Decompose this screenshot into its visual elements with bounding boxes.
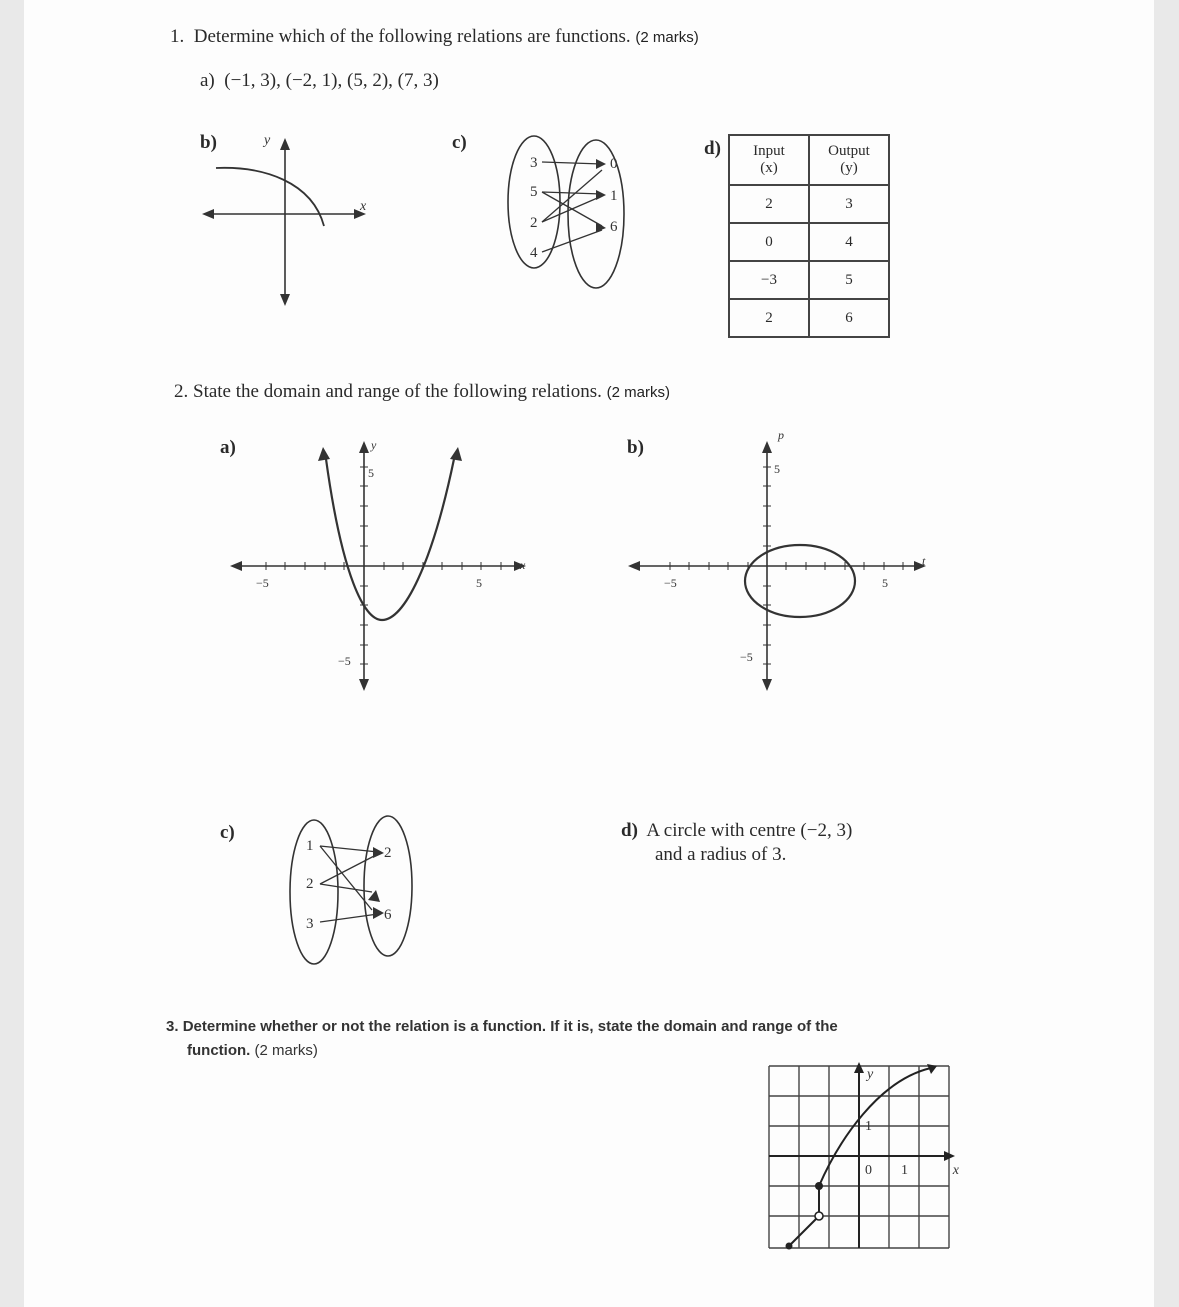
q3-tick-1-x: 1 bbox=[901, 1163, 908, 1178]
q2-heading bbox=[174, 381, 670, 403]
table-row: 2 3 bbox=[729, 185, 889, 223]
q1b-y-label: y bbox=[264, 133, 271, 148]
q2a-arrow-down bbox=[359, 679, 369, 691]
q2c-domain-oval bbox=[290, 820, 338, 964]
q1c-domain-item: 5 bbox=[530, 184, 538, 200]
q2a-curve-arrow-right bbox=[450, 447, 462, 461]
q2a-graph bbox=[224, 425, 534, 700]
q2a-arrow-left bbox=[230, 561, 242, 571]
q2b-arrow-down bbox=[762, 679, 772, 691]
q1c-arrowhead bbox=[596, 159, 606, 169]
q2d-text-line1: A circle with centre (−2, 3) bbox=[646, 820, 853, 841]
q2a-tick-neg5-y: −5 bbox=[338, 654, 351, 668]
q1-text: Determine which of the following relations are functions. bbox=[193, 26, 631, 47]
q2a-tick-5-x: 5 bbox=[476, 576, 482, 590]
q1b-arrow-down bbox=[280, 294, 290, 306]
q3-closed-point bbox=[815, 1182, 823, 1190]
q2c-domain-item: 1 bbox=[306, 838, 314, 854]
q3-heading-line2 bbox=[187, 1042, 318, 1059]
q1b-x-label: x bbox=[360, 199, 367, 214]
q2d-text-line2: and a radius of 3. bbox=[655, 844, 787, 865]
q1c-arrowhead bbox=[596, 190, 606, 200]
q2c-arrow-line bbox=[320, 846, 378, 852]
q3-origin-label: 0 bbox=[865, 1163, 872, 1178]
q1c-label: c) bbox=[452, 132, 467, 153]
q3-tick-1-y: 1 bbox=[865, 1119, 872, 1134]
q3-y-arrow bbox=[854, 1062, 864, 1073]
q2c-arrowhead bbox=[373, 847, 384, 858]
q2-marks: (2 marks) bbox=[606, 384, 671, 401]
q3-text-line1: Determine whether or not the relation is a function. If it is, state the domain and range of the bbox=[182, 1018, 838, 1035]
q1d-header-output: Output (y) bbox=[809, 135, 889, 185]
table-row: 2 6 bbox=[729, 299, 889, 337]
q3-heading bbox=[166, 1018, 838, 1035]
q3-number: 3. bbox=[166, 1018, 179, 1035]
q1-number: 1. bbox=[170, 26, 185, 47]
q2d bbox=[621, 820, 852, 842]
q2b-tick-neg5-y: −5 bbox=[740, 650, 753, 664]
q2c-arrow-line bbox=[320, 914, 378, 922]
q1c-domain-item: 3 bbox=[530, 155, 538, 171]
q1b-graph bbox=[194, 120, 384, 320]
q2b-graph bbox=[622, 425, 932, 700]
q3-end-point bbox=[786, 1243, 793, 1250]
q2b-x-label: t bbox=[922, 554, 926, 568]
q2b-tick-5-x: 5 bbox=[882, 576, 888, 590]
q2b-label: b) bbox=[627, 437, 644, 458]
q2b-y-label: p bbox=[778, 428, 784, 442]
q2a-curve-arrow-left bbox=[318, 447, 330, 461]
q1a-label: a) bbox=[200, 70, 215, 91]
q2c-range-item: 6 bbox=[384, 907, 392, 923]
q1c-range-item: 0 bbox=[610, 156, 618, 172]
q2-number: 2. bbox=[174, 381, 189, 402]
q1c-arrow-line bbox=[542, 192, 602, 194]
table-row: 0 4 bbox=[729, 223, 889, 261]
q2c-arrowhead bbox=[373, 907, 384, 919]
q2a-x-label: x bbox=[520, 558, 526, 572]
q1c-domain-item: 2 bbox=[530, 215, 538, 231]
q2c-domain-item: 3 bbox=[306, 916, 314, 932]
q1b-label: b) bbox=[200, 132, 217, 153]
q1b-curve bbox=[216, 168, 324, 226]
q2b-arrow-left bbox=[628, 561, 640, 571]
q3-graph bbox=[759, 1060, 959, 1256]
q1c-domain-item: 4 bbox=[530, 245, 538, 261]
q1c-mapping bbox=[492, 130, 642, 295]
q2b-ellipse bbox=[745, 545, 855, 617]
q2a-parabola bbox=[326, 459, 454, 620]
q2c-range-oval bbox=[364, 816, 412, 956]
q1c-range-item: 1 bbox=[610, 188, 618, 204]
q1b-arrow-left bbox=[202, 209, 214, 219]
q2a-label: a) bbox=[220, 437, 236, 458]
q1d-header-input: Input (x) bbox=[729, 135, 809, 185]
q3-x-label: x bbox=[952, 1163, 959, 1178]
q2b-tick-5-y: 5 bbox=[774, 462, 780, 476]
q3-diagonal-segment bbox=[789, 1216, 819, 1246]
q1-marks: (2 marks) bbox=[635, 29, 699, 46]
q3-open-point bbox=[815, 1212, 823, 1220]
q2c-mapping bbox=[284, 810, 434, 970]
q1d-table bbox=[728, 134, 890, 338]
q1c-arrow-line bbox=[542, 230, 602, 252]
q1a bbox=[200, 70, 439, 92]
q2c-domain-item: 2 bbox=[306, 876, 314, 892]
q3-text-line2: function. bbox=[187, 1042, 251, 1059]
q3-curve bbox=[819, 1068, 931, 1186]
q2a-y-label: y bbox=[371, 438, 377, 452]
q1c-range-item: 6 bbox=[610, 219, 618, 235]
q1c-arrow-line bbox=[542, 196, 602, 222]
q1d-label: d) bbox=[704, 138, 721, 159]
q2b-tick-neg5-x: −5 bbox=[664, 576, 677, 590]
q2a-tick-5-y: 5 bbox=[368, 466, 374, 480]
q1a-pairs: (−1, 3), (−2, 1), (5, 2), (7, 3) bbox=[224, 70, 439, 91]
q2-text: State the domain and range of the following relations. bbox=[193, 381, 602, 402]
table-row: −3 5 bbox=[729, 261, 889, 299]
q2a-tick-neg5-x: −5 bbox=[256, 576, 269, 590]
q2b-arrow-up bbox=[762, 441, 772, 453]
q1b-arrow-up bbox=[280, 138, 290, 150]
q3-y-label: y bbox=[867, 1067, 874, 1082]
q2c-arrow-line bbox=[320, 854, 378, 884]
q2a-arrow-up bbox=[359, 441, 369, 453]
q3-marks: (2 marks) bbox=[254, 1042, 318, 1059]
q1-heading bbox=[170, 26, 699, 48]
q2d-label: d) bbox=[621, 820, 638, 841]
q2c-label: c) bbox=[220, 822, 235, 843]
worksheet-page bbox=[24, 0, 1154, 1307]
q1c-arrow-line bbox=[542, 162, 602, 164]
q2c-range-item: 2 bbox=[384, 845, 392, 861]
